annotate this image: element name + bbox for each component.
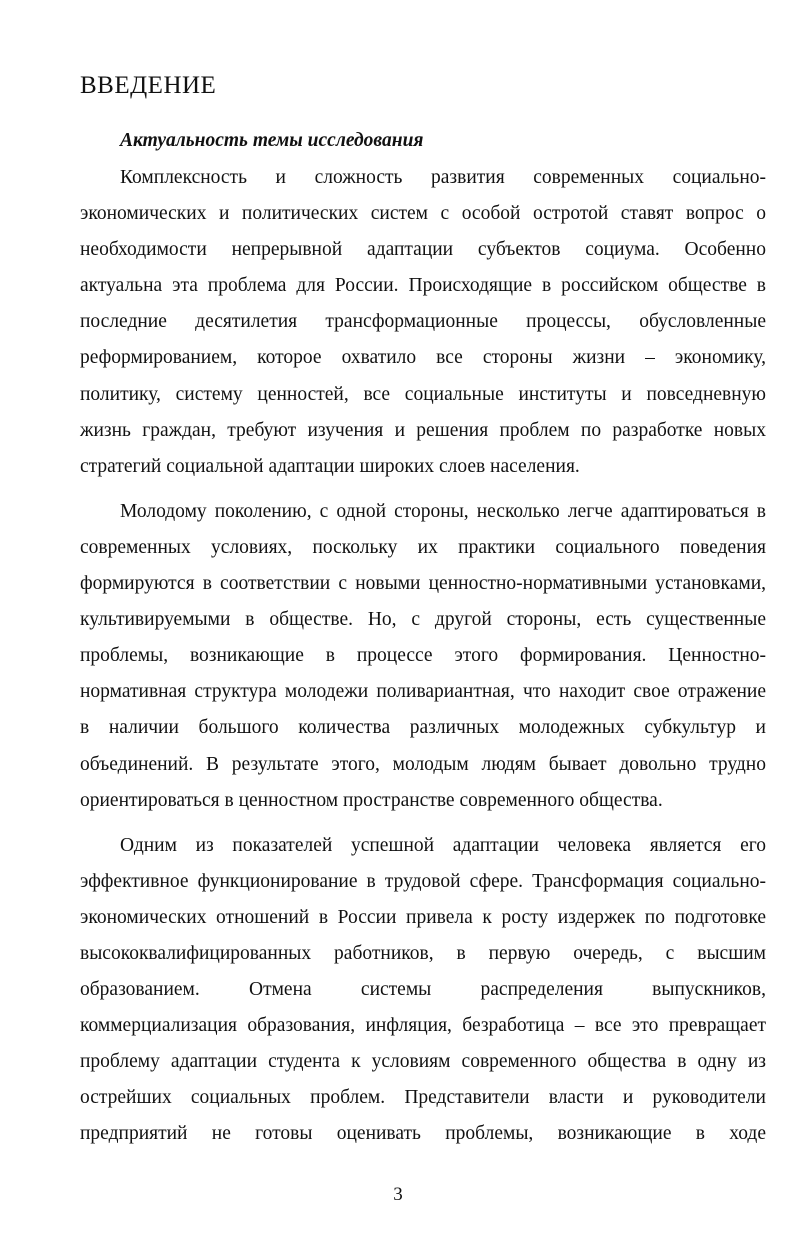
text-line: проблему адаптации студента к условиям современного общества в одну из bbox=[80, 1051, 766, 1073]
text-line: политику, систему ценностей, все социальные институты и повседневную bbox=[80, 383, 766, 405]
body-text bbox=[80, 160, 766, 1162]
text-line: стратегий социальной адаптации широких слоев населения. bbox=[80, 455, 580, 477]
paragraph bbox=[80, 160, 766, 485]
section-heading: ВВЕДЕНИЕ bbox=[80, 72, 217, 99]
text-line: последние десятилетия трансформационные процессы, обусловленные bbox=[80, 311, 766, 333]
text-line: экономических и политических систем с особой остротой ставят вопрос о bbox=[80, 203, 766, 225]
page-number: 3 bbox=[393, 1184, 403, 1205]
text-line: Молодому поколению, с одной стороны, несколько легче адаптироваться в bbox=[120, 500, 766, 522]
text-line: культивируемыми в обществе. Но, с другой стороны, есть существенные bbox=[80, 609, 766, 631]
subsection-heading: Актуальность темы исследования bbox=[120, 130, 424, 151]
paragraph bbox=[80, 494, 766, 819]
text-line: реформированием, которое охватило все стороны жизни – экономику, bbox=[80, 347, 766, 369]
text-line: предприятий не готовы оценивать проблемы, возникающие в ходе bbox=[80, 1123, 766, 1145]
text-line: Комплексность и сложность развития современных социально- bbox=[120, 167, 766, 188]
text-line: высококвалифицированных работников, в первую очередь, с высшим bbox=[80, 942, 766, 964]
paragraph bbox=[80, 828, 766, 1153]
text-line: коммерциализация образования, инфляция, безработица – все это превращает bbox=[80, 1015, 766, 1037]
text-line: экономических отношений в России привела к росту издержек по подготовке bbox=[80, 906, 766, 928]
text-line: жизнь граждан, требуют изучения и решения проблем по разработке новых bbox=[80, 419, 766, 441]
text-line: образованием. Отмена системы распределения выпускников, bbox=[80, 979, 766, 1001]
text-line: в наличии большого количества различных молодежных субкультур и bbox=[80, 717, 766, 739]
text-line: формируются в соответствии с новыми ценностно-нормативными установками, bbox=[80, 573, 766, 595]
text-line: современных условиях, поскольку их практики социального поведения bbox=[80, 536, 766, 558]
text-line: нормативная структура молодежи поливариантная, что находит свое отражение bbox=[80, 681, 766, 703]
text-line: объединений. В результате этого, молодым людям бывает довольно трудно bbox=[80, 753, 766, 775]
text-line: необходимости непрерывной адаптации субъектов социума. Особенно bbox=[80, 239, 766, 261]
text-line: Одним из показателей успешной адаптации человека является его bbox=[120, 834, 766, 856]
text-line: острейших социальных проблем. Представители власти и руководители bbox=[80, 1087, 766, 1109]
text-line: актуальна эта проблема для России. Происходящие в российском обществе в bbox=[80, 275, 766, 297]
text-line: эффективное функционирование в трудовой сфере. Трансформация социально- bbox=[80, 870, 766, 892]
text-line: ориентироваться в ценностном пространстве современного общества. bbox=[80, 789, 663, 811]
text-line: проблемы, возникающие в процессе этого формирования. Ценностно- bbox=[80, 645, 766, 667]
